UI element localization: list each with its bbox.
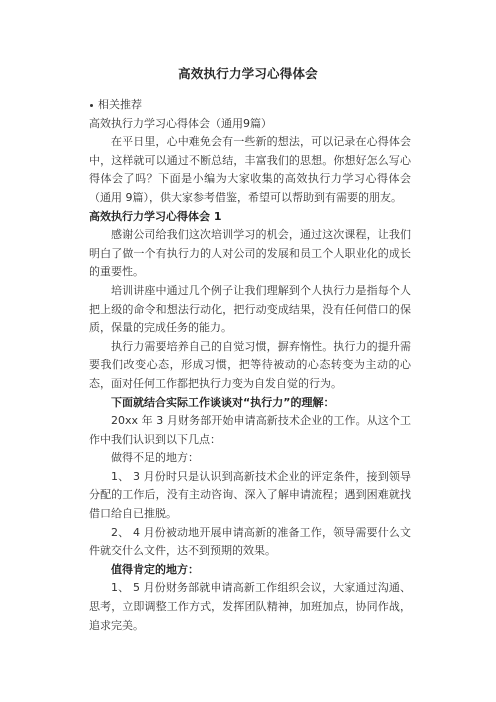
document-subtitle: 高效执行力学习心得体会（通用9篇） (89, 116, 272, 130)
paragraph: 20xx 年 3 月财务部开始申请高新技术企业的工作。从这个工作中我们认识到以下几点： (89, 414, 411, 446)
bullet-icon (90, 104, 93, 107)
related-recommendation[interactable] (89, 96, 411, 115)
intro-paragraph: 在平日里，心中难免会有一些新的想法，可以记录在心得体会中，这样就可以通过不断总结，丰富我们的思想。你想好怎么写心得体会了吗？下面是小编为大家收集的高效执行力学习心得体会（通用 9篇），供大家参考借鉴，希望可以帮助到有需要的朋友。 (89, 135, 411, 204)
paragraph: 感谢公司给我们这次培训学习的机会，通过这次课程，让我们明白了做一个有执行力的人对公司的发展和员工个人职业化的成长的重要性。 (89, 228, 411, 279)
section-heading: 高效执行力学习心得体会 1 (89, 209, 222, 223)
list-item: 2、 4 月份被动地开展申请高新的准备工作，领导需要什么文件就交什么文件，达不到预期的效果。 (89, 525, 411, 558)
list-item: 1、 5 月份财务部就申请高新工作组织会议，大家通过沟通、思考，立即调整工作方式，发挥团队精神，加班加点，协同作战，追求完美。 (89, 581, 411, 632)
strengths-heading: 值得肯定的地方： (111, 562, 199, 576)
shortcomings-heading: 做得不足的地方： (111, 451, 199, 465)
paragraph: 执行力需要培养自己的自觉习惯，摒弃惰性。执行力的提升需要我们改变心态，形成习惯，把等待被动的心态转变为主动的心态，面对任何工作都把执行力变为自发自觉的行为。 (89, 339, 411, 390)
bold-intro-line: 下面就结合实际工作谈谈对“执行力”的理解： (111, 395, 335, 409)
list-item: 1、 3 月份时只是认识到高新技术企业的评定条件，接到领导分配的工作后，没有主动咨询、深入了解申请流程；遇到困难就找借口给自已推脱。 (89, 469, 411, 521)
paragraph: 培训讲座中通过几个例子让我们理解到个人执行力是指每个人把上级的命令和想法行动化，把行动变成结果，没有任何借口的保质，保量的完成任务的能力。 (89, 283, 411, 335)
related-label: 相关推荐 (98, 98, 142, 111)
document-body (89, 96, 411, 635)
document-title: 高效执行力学习心得体会 (178, 66, 318, 81)
